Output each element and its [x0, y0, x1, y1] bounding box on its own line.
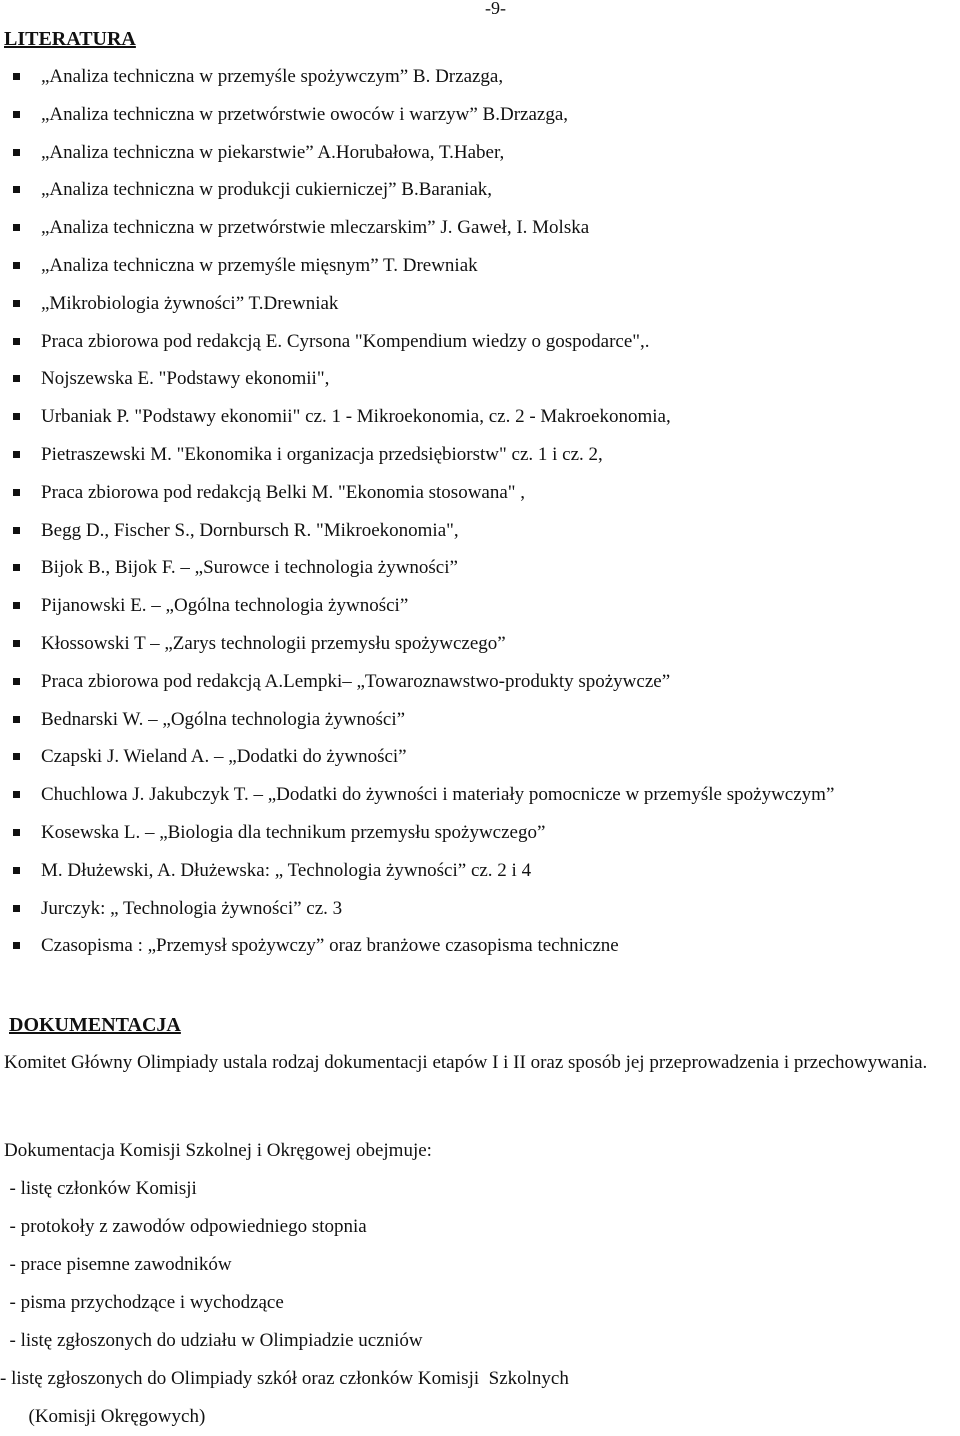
- square-bullet-icon: [13, 111, 20, 118]
- dokumentacja-item: - listę zgłoszonych do udziału w Olimpiadzie uczniów: [0, 1330, 423, 1351]
- square-bullet-icon: [13, 942, 20, 949]
- square-bullet-icon: [13, 224, 20, 231]
- bibliography-item-text: Praca zbiorowa pod redakcją A.Lempki– „Towaroznawstwo-produkty spożywcze”: [41, 670, 671, 692]
- square-bullet-icon: [13, 489, 20, 496]
- bibliography-item: [0, 134, 960, 172]
- bibliography-item-text: Chuchlowa J. Jakubczyk T. – „Dodatki do żywności i materiały pomocnicze w przemyśle spożywczym”: [41, 784, 835, 806]
- bibliography-list: [0, 58, 960, 965]
- bibliography-item: [0, 323, 960, 361]
- bibliography-item-text: Pietraszewski M. "Ekonomika i organizacja przedsiębiorstw" cz. 1 i cz. 2,: [41, 443, 603, 465]
- bibliography-item-text: „Analiza techniczna w piekarstwie” A.Horubałowa, T.Haber,: [41, 141, 505, 163]
- square-bullet-icon: [13, 186, 20, 193]
- bibliography-item: [0, 701, 960, 739]
- bibliography-item-text: Praca zbiorowa pod redakcją Belki M. "Ekonomia stosowana" ,: [41, 481, 526, 503]
- bibliography-item-text: „Analiza techniczna w przemyśle mięsnym” T. Drewniak: [41, 254, 478, 276]
- dokumentacja-item: - listę zgłoszonych do Olimpiady szkół oraz członków Komisji Szkolnych: [0, 1368, 569, 1389]
- square-bullet-icon: [13, 149, 20, 156]
- square-bullet-icon: [13, 338, 20, 345]
- bibliography-item: [0, 587, 960, 625]
- square-bullet-icon: [13, 716, 20, 723]
- bibliography-item-text: Kosewska L. – „Biologia dla technikum przemysłu spożywczego”: [41, 821, 546, 843]
- bibliography-item: [0, 625, 960, 663]
- square-bullet-icon: [13, 564, 20, 571]
- bibliography-item: [0, 360, 960, 398]
- bibliography-item-text: Nojszewska E. "Podstawy ekonomii",: [41, 368, 330, 390]
- dokumentacja-item: - protokoły z zawodów odpowiedniego stopnia: [0, 1216, 367, 1237]
- bibliography-item: [0, 96, 960, 134]
- square-bullet-icon: [13, 791, 20, 798]
- bibliography-item: [0, 474, 960, 512]
- bibliography-item: [0, 209, 960, 247]
- bibliography-item: [0, 58, 960, 96]
- dokumentacja-item: - listę członków Komisji: [0, 1178, 197, 1199]
- bibliography-item: [0, 171, 960, 209]
- square-bullet-icon: [13, 867, 20, 874]
- bibliography-item: [0, 398, 960, 436]
- square-bullet-icon: [13, 640, 20, 647]
- square-bullet-icon: [13, 905, 20, 912]
- dokumentacja-item: - prace pisemne zawodników: [0, 1254, 232, 1275]
- bibliography-item: [0, 852, 960, 890]
- bibliography-item: [0, 247, 960, 285]
- square-bullet-icon: [13, 375, 20, 382]
- bibliography-item: [0, 738, 960, 776]
- bibliography-item: [0, 927, 960, 965]
- bibliography-item: [0, 285, 960, 323]
- bibliography-item-text: Bijok B., Bijok F. – „Surowce i technologia żywności”: [41, 557, 458, 579]
- square-bullet-icon: [13, 527, 20, 534]
- bibliography-item: [0, 776, 960, 814]
- bibliography-item-text: Kłossowski T – „Zarys technologii przemysłu spożywczego”: [41, 632, 506, 654]
- bibliography-item-text: „Analiza techniczna w przetwórstwie owoców i warzyw” B.Drzazga,: [41, 103, 569, 125]
- square-bullet-icon: [13, 73, 20, 80]
- square-bullet-icon: [13, 413, 20, 420]
- square-bullet-icon: [13, 678, 20, 685]
- bibliography-item-text: Czapski J. Wieland A. – „Dodatki do żywności”: [41, 746, 407, 768]
- bibliography-item-text: „Analiza techniczna w przemyśle spożywczym” B. Drzazga,: [41, 66, 504, 87]
- bibliography-item-text: „Analiza techniczna w przetwórstwie mleczarskim” J. Gaweł, I. Molska: [41, 217, 590, 239]
- bibliography-item-text: Bednarski W. – „Ogólna technologia żywności”: [41, 708, 406, 730]
- bibliography-item-text: M. Dłużewski, A. Dłużewska: „ Technologia żywności” cz. 2 i 4: [41, 859, 532, 881]
- bibliography-item: [0, 814, 960, 852]
- square-bullet-icon: [13, 829, 20, 836]
- bibliography-item-text: „Mikrobiologia żywności” T.Drewniak: [41, 292, 339, 314]
- dokumentacja-paragraph-1: Komitet Główny Olimpiady ustala rodzaj dokumentacji etapów I i II oraz sposób jej przeprowadzenia i przechowywania.: [4, 1052, 928, 1073]
- dokumentacja-item: - pisma przychodzące i wychodzące: [0, 1292, 284, 1313]
- square-bullet-icon: [13, 300, 20, 307]
- bibliography-item: [0, 663, 960, 701]
- page-number: -9-: [485, 0, 506, 18]
- literatura-heading: LITERATURA: [4, 28, 136, 50]
- square-bullet-icon: [13, 602, 20, 609]
- bibliography-item-text: Urbaniak P. "Podstawy ekonomii" cz. 1 - Mikroekonomia, cz. 2 - Makroekonomia,: [41, 406, 671, 428]
- square-bullet-icon: [13, 262, 20, 269]
- bibliography-item-text: Praca zbiorowa pod redakcją E. Cyrsona "Kompendium wiedzy o gospodarce",.: [41, 330, 650, 352]
- dokumentacja-paragraph-2: Dokumentacja Komisji Szkolnej i Okręgowej obejmuje:: [4, 1140, 432, 1161]
- bibliography-item: [0, 890, 960, 928]
- dokumentacja-item: (Komisji Okręgowych): [0, 1406, 206, 1427]
- square-bullet-icon: [13, 753, 20, 760]
- bibliography-item-text: Czasopisma : „Przemysł spożywczy” oraz branżowe czasopisma techniczne: [41, 935, 619, 957]
- bibliography-item-text: Jurczyk: „ Technologia żywności” cz. 3: [41, 897, 343, 919]
- dokumentacja-heading: DOKUMENTACJA: [9, 1014, 181, 1036]
- bibliography-item-text: Pijanowski E. – „Ogólna technologia żywności”: [41, 595, 409, 617]
- bibliography-item-text: „Analiza techniczna w produkcji cukierniczej” B.Baraniak,: [41, 179, 493, 201]
- bibliography-item: [0, 512, 960, 550]
- bibliography-item-text: Begg D., Fischer S., Dornbursch R. "Mikroekonomia",: [41, 519, 459, 541]
- square-bullet-icon: [13, 451, 20, 458]
- dokumentacja-list: [0, 1170, 569, 1436]
- bibliography-item: [0, 436, 960, 474]
- bibliography-item: [0, 549, 960, 587]
